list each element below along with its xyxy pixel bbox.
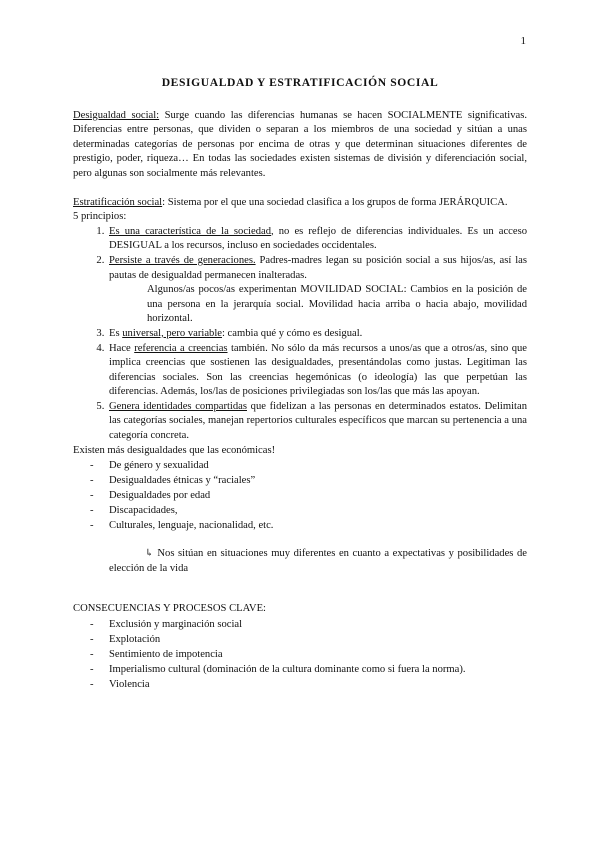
principle-item: 5. Genera identidades compartidas que fidelizan a las personas en determinados estatos. Delimitan las categorías sociales, manejan repertorios culturales específicos que marcan su pertenencia a una categoría concreta. xyxy=(107,400,527,444)
list-item: - Imperialismo cultural (dominación de la cultura dominante como si fuera la norma). xyxy=(73,662,527,677)
list-item: - Violencia xyxy=(73,677,527,692)
desigualdad-paragraph xyxy=(73,109,527,182)
list-item: - Discapacidades, xyxy=(73,503,527,518)
principle-item: 2. Persiste a través de generaciones. Padres-madres legan su posición social a sus hijos/as, así las pautas de desigualdad permanecen inalteradas. Algunos/as pocos/as experimentan MOVILIDAD SOCIAL: Cambios en la posición de una persona en la jerarquía social. Movilidad hacia arriba o hacia abajo, movilidad horizontal. xyxy=(107,254,527,327)
list-item: - Exclusión y marginación social xyxy=(73,617,527,632)
page-title: DESIGUALDAD Y ESTRATIFICACIÓN SOCIAL xyxy=(161,76,439,89)
list-item: - De género y sexualidad xyxy=(73,458,527,473)
principle-item: 1. Es una característica de la sociedad, no es reflejo de diferencias individuales. Es un acceso DESIGUAL a los recursos, incluso en sociedades occidentales. xyxy=(107,225,527,254)
desigualdad-term: Desigualdad social: xyxy=(73,109,160,121)
list-item: - Desigualdades étnicas y “raciales” xyxy=(73,473,527,488)
list-item: - Explotación xyxy=(73,632,527,647)
principle-key: universal, pero variable xyxy=(122,327,222,339)
list-item: - Sentimiento de impotencia xyxy=(73,647,527,662)
otras-desigualdades-intro: Existen más desigualdades que las económicas! xyxy=(73,444,276,456)
expectativas-note xyxy=(73,547,527,576)
estratificacion-term: Estratificación social xyxy=(73,196,163,208)
estratificacion-paragraph xyxy=(73,196,527,211)
arrow-return-icon: ↳ xyxy=(145,548,154,560)
consecuencias-list xyxy=(73,617,527,692)
principle-key: Genera identidades compartidas xyxy=(109,400,247,412)
principle-key: referencia a creencias xyxy=(134,342,228,354)
principles-list xyxy=(73,225,527,444)
principles-intro: 5 principios: xyxy=(73,211,127,223)
principle-item: 3. Es universal, pero variable: cambia qué y cómo es desigual. xyxy=(107,327,527,342)
note-text: Nos sitúan en situaciones muy diferentes en cuanto a expectativas y posibilidades de elección de la vida xyxy=(109,548,527,574)
page-number: 1 xyxy=(520,35,526,47)
principle-item: 4. Hace referencia a creencias también. No sólo da más recursos a unos/as que a otros/as, sino que implica creencias que sostienen las desigualdades, presentándolas como justas. Legitiman las diferencias sociales. Son las creencias hegemónicas (o ideología) las que perpetúan las diferencias. Además, los/las de posiciones privilegiadas son los/las que más las apoyan. xyxy=(107,342,527,400)
principle-key: Es una característica de la sociedad xyxy=(109,225,271,237)
otras-desigualdades-list xyxy=(73,458,527,533)
list-item: - Culturales, lenguaje, nacionalidad, etc. xyxy=(73,518,527,533)
desigualdad-text: Surge cuando las diferencias humanas se hacen SOCIALMENTE significativas. Diferencias entre personas, que dividen o separan a los miembros de una sociedad y sitúan a unas determinadas categorías de personas por encima de otras y que determinan situaciones diferentes de prestigio, poder, riqueza… En todas las sociedades existen sistemas de división y diferenciación social, pero algunas son socialmente más relevantes. xyxy=(73,109,527,179)
list-item: - Desigualdades por edad xyxy=(73,488,527,503)
consecuencias-title: CONSECUENCIAS Y PROCESOS CLAVE: xyxy=(73,603,266,615)
document-body xyxy=(73,76,527,692)
estratificacion-text: : Sistema por el que una sociedad clasifica a los grupos de forma JERÁRQUICA. xyxy=(162,196,508,208)
principle-key: Persiste a través de generaciones. xyxy=(109,254,256,266)
movilidad-social-note: Algunos/as pocos/as experimentan MOVILIDAD SOCIAL: Cambios en la posición de una persona en la jerarquía social. Movilidad hacia arriba o hacia abajo, movilidad horizontal. xyxy=(147,284,527,325)
